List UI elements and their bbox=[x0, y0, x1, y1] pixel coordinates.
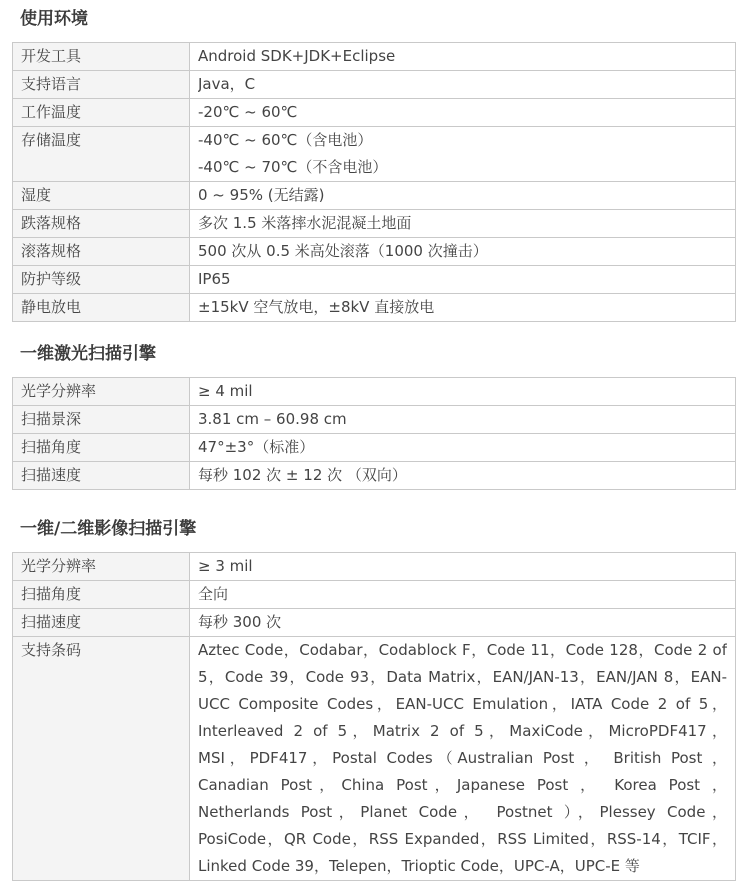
row-value bbox=[190, 210, 736, 238]
row-value bbox=[190, 99, 736, 127]
row-value bbox=[190, 406, 736, 434]
value-line: IP65 bbox=[198, 270, 231, 288]
value-line: 5，Code 39，Code 93，Data Matrix，EAN/JAN-13，EAN/JAN 8，EAN- bbox=[198, 668, 727, 686]
row-label: 跌落规格 bbox=[13, 210, 190, 238]
value-line: 3.81 cm – 60.98 cm bbox=[198, 410, 347, 428]
value-line: ≥ 3 mil bbox=[198, 557, 253, 575]
value-line: 47°±3°（标准） bbox=[198, 438, 315, 456]
value-line: ±15kV 空气放电，±8kV 直接放电 bbox=[198, 298, 435, 316]
row-label: 扫描景深 bbox=[13, 406, 190, 434]
row-label: 支持条码 bbox=[13, 637, 190, 881]
value-line: Android SDK+JDK+Eclipse bbox=[198, 47, 396, 65]
row-label: 扫描角度 bbox=[13, 434, 190, 462]
row-value bbox=[190, 581, 736, 609]
row-value bbox=[190, 266, 736, 294]
row-label: 工作温度 bbox=[13, 99, 190, 127]
row-label: 支持语言 bbox=[13, 71, 190, 99]
row-value bbox=[190, 182, 736, 210]
table-row bbox=[13, 406, 736, 434]
row-label: 扫描速度 bbox=[13, 609, 190, 637]
table-row bbox=[13, 553, 736, 581]
value-line: 500 次从 0.5 米高处滚落（1000 次撞击） bbox=[198, 242, 488, 260]
row-label: 扫描速度 bbox=[13, 462, 190, 490]
row-label: 静电放电 bbox=[13, 294, 190, 322]
spec-table-environment bbox=[12, 42, 736, 322]
table-row bbox=[13, 99, 736, 127]
row-label: 滚落规格 bbox=[13, 238, 190, 266]
table-row bbox=[13, 294, 736, 322]
value-line: UCC Composite Codes，EAN-UCC Emulation，IATA Code 2 of 5， bbox=[198, 695, 727, 713]
table-row bbox=[13, 637, 736, 881]
table-row bbox=[13, 43, 736, 71]
row-label: 光学分辨率 bbox=[13, 553, 190, 581]
section-title-environment: 使用环境 bbox=[20, 9, 88, 29]
value-line: ≥ 4 mil bbox=[198, 382, 253, 400]
row-label: 防护等级 bbox=[13, 266, 190, 294]
row-label: 湿度 bbox=[13, 182, 190, 210]
row-value bbox=[190, 378, 736, 406]
row-value bbox=[190, 43, 736, 71]
table-row bbox=[13, 266, 736, 294]
row-label: 光学分辨率 bbox=[13, 378, 190, 406]
value-line: -20℃ ~ 60℃ bbox=[198, 103, 298, 121]
value-line: 全向 bbox=[198, 585, 229, 603]
row-value bbox=[190, 71, 736, 99]
row-value bbox=[190, 434, 736, 462]
row-value bbox=[190, 294, 736, 322]
value-line: 多次 1.5 米落摔水泥混凝土地面 bbox=[198, 214, 412, 232]
table-row bbox=[13, 434, 736, 462]
value-line: Java，C bbox=[198, 75, 256, 93]
value-line: MSI，PDF417，Postal Codes（Australian Post ， British Post ， bbox=[198, 749, 727, 767]
section-title-laser-engine: 一维激光扫描引擎 bbox=[20, 344, 156, 364]
value-line: Linked Code 39，Telepen，Trioptic Code，UPC-A，UPC-E 等 bbox=[198, 857, 640, 875]
value-line: 0 ~ 95% (无结露) bbox=[198, 186, 325, 204]
spec-table-imager-engine bbox=[12, 552, 736, 881]
value-line: 每秒 102 次 ± 12 次 （双向） bbox=[198, 466, 407, 484]
table-row bbox=[13, 238, 736, 266]
table-row bbox=[13, 378, 736, 406]
value-line: PosiCode，QR Code，RSS Expanded，RSS Limited，RSS-14，TCIF， bbox=[198, 830, 727, 848]
value-line: Aztec Code，Codabar，Codablock F，Code 11，Code 128，Code 2 of bbox=[198, 641, 727, 659]
row-value bbox=[190, 462, 736, 490]
table-row bbox=[13, 581, 736, 609]
value-line: -40℃ ~ 70℃（不含电池） bbox=[198, 158, 388, 176]
value-line: Canadian Post，China Post，Japanese Post ， Korea Post ， bbox=[198, 776, 727, 794]
row-value bbox=[190, 637, 736, 881]
value-line: Interleaved 2 of 5，Matrix 2 of 5，MaxiCode，MicroPDF417， bbox=[198, 722, 727, 740]
row-value bbox=[190, 238, 736, 266]
table-row bbox=[13, 609, 736, 637]
row-value bbox=[190, 609, 736, 637]
value-line: -40℃ ~ 60℃（含电池） bbox=[198, 131, 373, 149]
row-label: 存储温度 bbox=[13, 127, 190, 182]
table-row bbox=[13, 127, 736, 182]
spec-table-laser-engine bbox=[12, 377, 736, 490]
section-title-imager-engine: 一维/二维影像扫描引擎 bbox=[20, 519, 197, 539]
row-label: 扫描角度 bbox=[13, 581, 190, 609]
row-value bbox=[190, 127, 736, 182]
table-row bbox=[13, 182, 736, 210]
row-label: 开发工具 bbox=[13, 43, 190, 71]
table-row bbox=[13, 210, 736, 238]
table-row bbox=[13, 71, 736, 99]
value-line: Netherlands Post，Planet Code， Postnet ），Plessey Code， bbox=[198, 803, 727, 821]
row-value bbox=[190, 553, 736, 581]
value-line: 每秒 300 次 bbox=[198, 613, 282, 631]
table-row bbox=[13, 462, 736, 490]
